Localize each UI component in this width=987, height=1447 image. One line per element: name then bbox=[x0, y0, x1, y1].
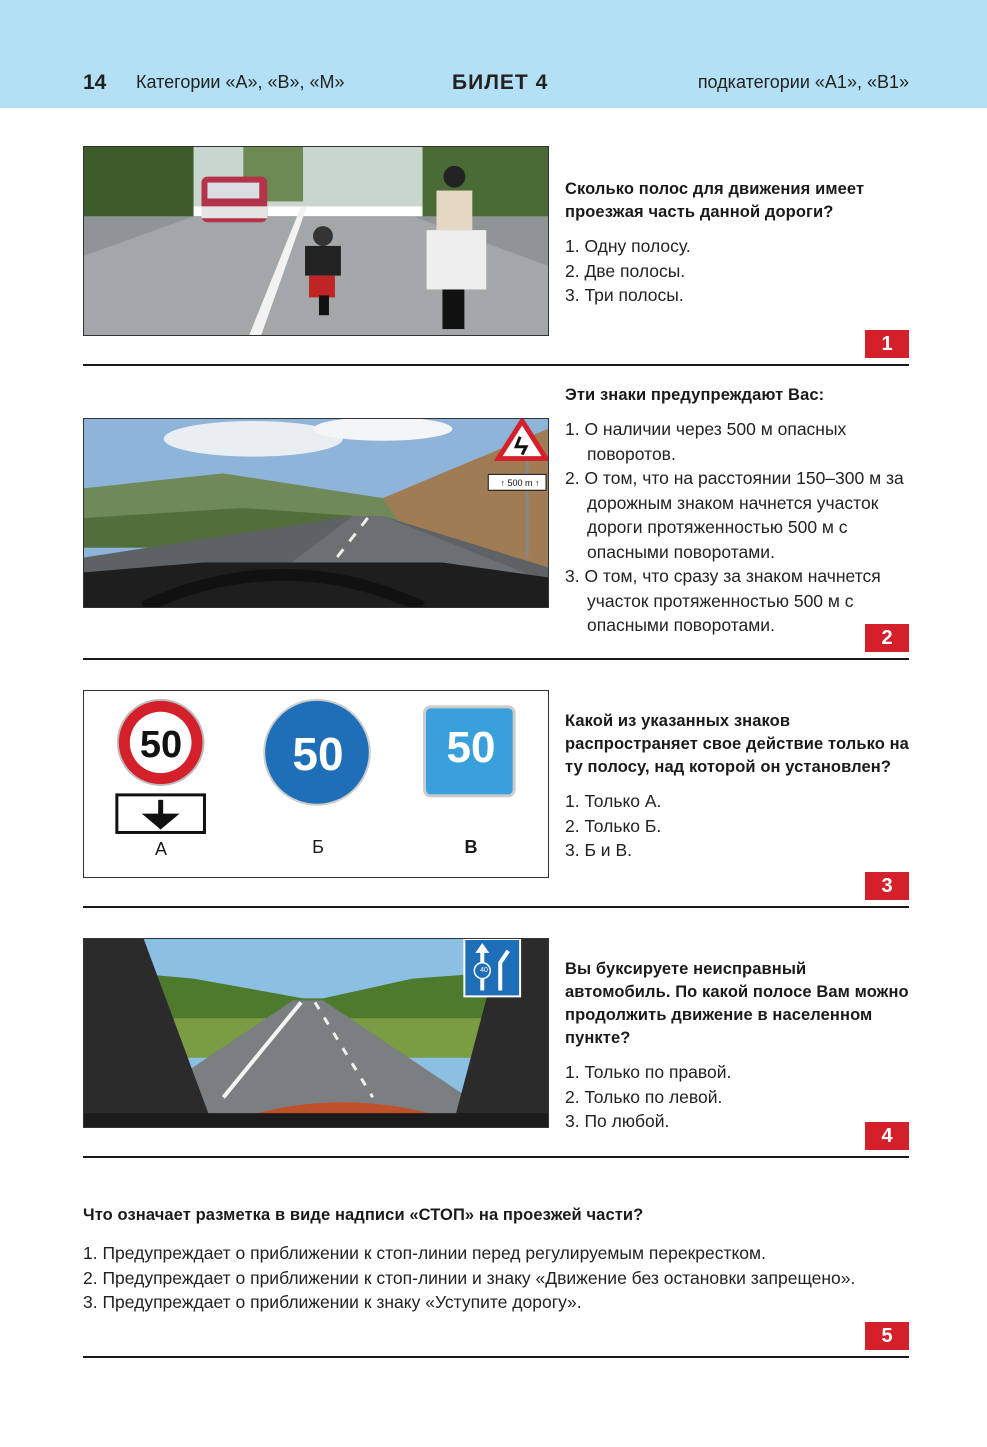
question-title: Какой из указанных знаков распространяет свое действие только на ту полосу, над которой он установлен? bbox=[565, 712, 909, 776]
answer-list bbox=[83, 1241, 909, 1315]
question-4-image bbox=[83, 938, 549, 1128]
sign-b-value: 50 bbox=[292, 728, 344, 780]
question-number-badge: 2 bbox=[865, 624, 909, 652]
answer-list bbox=[565, 234, 910, 308]
sign-v-value: 50 bbox=[446, 723, 496, 772]
question-2 bbox=[83, 380, 909, 662]
question-title: Эти знаки предупреждают Вас: bbox=[565, 386, 825, 404]
question-number-badge: 4 bbox=[865, 1122, 909, 1150]
question-2-image bbox=[83, 418, 549, 608]
answer-list bbox=[565, 1060, 910, 1134]
question-number-badge: 1 bbox=[865, 330, 909, 358]
answer-option[interactable]: 1. Предупреждает о приближении к стоп-линии перед регулируемым перекрестком. bbox=[83, 1243, 766, 1263]
distance-plate-label: ↑ 500 m ↑ bbox=[500, 478, 540, 488]
answer-list bbox=[565, 417, 910, 638]
answer-option[interactable]: 1. Только А. bbox=[565, 791, 662, 811]
answer-option[interactable]: 2. Только Б. bbox=[565, 815, 662, 836]
answer-option[interactable]: 2. Две полосы. bbox=[565, 260, 686, 281]
question-2-text bbox=[565, 384, 910, 638]
divider bbox=[83, 906, 909, 908]
question-5-text bbox=[83, 1204, 909, 1315]
answer-option[interactable]: 2. О том, что на расстоянии 150–300 м за дорожным знаком начнется участок дороги протяженностью 500 м с опасными поворотами. bbox=[565, 468, 904, 562]
ticket-title: БИЛЕТ 4 bbox=[452, 71, 549, 94]
answer-option[interactable]: 2. Предупреждает о приближении к стоп-линии и знаку «Движение без остановки запрещено». bbox=[83, 1267, 856, 1288]
question-1-image bbox=[83, 146, 549, 336]
answer-option[interactable]: 1. О наличии через 500 м опасных поворотов. bbox=[565, 419, 847, 464]
answer-option[interactable]: 2. Только по левой. bbox=[565, 1086, 723, 1107]
question-4-text bbox=[565, 958, 910, 1134]
question-5 bbox=[83, 1204, 909, 1364]
question-3 bbox=[83, 690, 909, 912]
question-3-text bbox=[565, 710, 910, 863]
answer-option[interactable]: 3. Б и В. bbox=[565, 840, 632, 860]
question-1 bbox=[83, 146, 909, 368]
divider bbox=[83, 1356, 909, 1358]
lane-sign-speed-value: 40 bbox=[480, 967, 488, 974]
question-4 bbox=[83, 938, 909, 1160]
divider bbox=[83, 364, 909, 366]
subcategories-label: подкатегории «А1», «В1» bbox=[697, 72, 909, 92]
answer-option[interactable]: 3. О том, что сразу за знаком начнется участок протяженностью 500 м с опасными поворотами. bbox=[565, 566, 881, 635]
sign-v-label: В bbox=[464, 837, 478, 857]
question-number-badge: 5 bbox=[865, 1322, 909, 1350]
divider bbox=[83, 658, 909, 660]
answer-option[interactable]: 1. Только по правой. bbox=[565, 1062, 732, 1082]
question-3-signs bbox=[83, 690, 549, 878]
answer-option[interactable]: 1. Одну полосу. bbox=[565, 236, 691, 256]
answer-option[interactable]: 3. По любой. bbox=[565, 1111, 670, 1131]
question-number-badge: 3 bbox=[865, 872, 909, 900]
question-title: Вы буксируете неисправный автомобиль. По какой полосе Вам можно продолжить движение в населенном пункте? bbox=[565, 960, 909, 1047]
answer-option[interactable]: 3. Три полосы. bbox=[565, 285, 684, 305]
sign-a-label: А bbox=[154, 839, 167, 859]
categories-label: Категории «А», «В», «М» bbox=[136, 72, 345, 92]
question-title: Сколько полос для движения имеет проезжая часть данной дороги? bbox=[565, 180, 865, 221]
answer-option[interactable]: 3. Предупреждает о приближении к знаку «Уступите дорогу». bbox=[83, 1292, 582, 1312]
answer-list bbox=[565, 789, 910, 863]
page-number: 14 bbox=[83, 71, 107, 94]
question-title: Что означает разметка в виде надписи «СТОП» на проезжей части? bbox=[83, 1206, 644, 1224]
sign-a-value: 50 bbox=[139, 724, 183, 766]
divider bbox=[83, 1156, 909, 1158]
sign-b-label: Б bbox=[312, 837, 324, 857]
question-1-text bbox=[565, 178, 910, 308]
